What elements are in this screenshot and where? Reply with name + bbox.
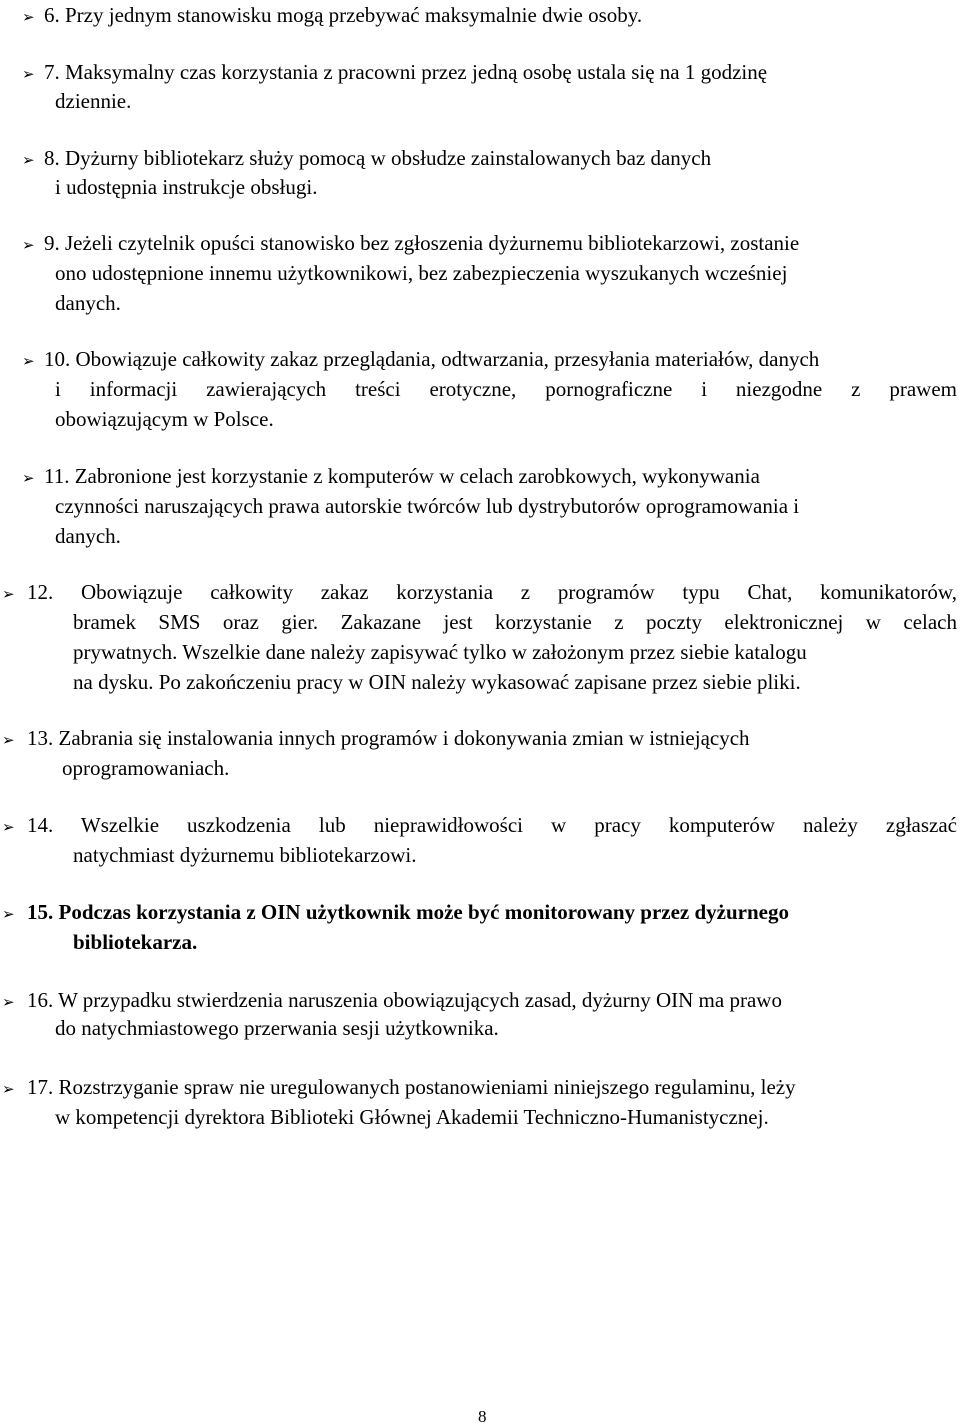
arrow-bullet-icon: ➢ (2, 905, 15, 923)
rule-line: natychmiast dyżurnemu bibliotekarzowi. (73, 843, 417, 867)
rule-line: danych. (55, 524, 121, 548)
arrow-bullet-icon: ➢ (2, 993, 15, 1011)
rule-line: bramek SMS oraz gier. Zakazane jest korzystanie z poczty elektronicznej w celach (73, 610, 957, 634)
rule-line: 13. Zabrania się instalowania innych programów i dokonywania zmian w istniejących (27, 726, 750, 750)
rule-line: w kompetencji dyrektora Biblioteki Głównej Akademii Techniczno-Humanistycznej. (55, 1105, 769, 1129)
arrow-bullet-icon: ➢ (22, 352, 35, 370)
rule-line: 17. Rozstrzyganie spraw nie uregulowanych postanowieniami niniejszego regulaminu, leży (27, 1075, 796, 1099)
arrow-bullet-icon: ➢ (22, 8, 35, 26)
rule-line: ono udostępnione innemu użytkownikowi, bez zabezpieczenia wyszukanych wcześniej (55, 261, 788, 285)
rule-line: 8. Dyżurny bibliotekarz służy pomocą w obsłudze zainstalowanych baz danych (44, 146, 712, 170)
rule-line: bibliotekarza. (73, 930, 198, 954)
rule-line: czynności naruszających prawa autorskie twórców lub dystrybutorów oprogramowania i (55, 494, 800, 518)
rule-line: prywatnych. Wszelkie dane należy zapisywać tylko w założonym przez siebie katalogu (73, 640, 807, 664)
rule-line: i informacji zawierających treści erotyczne, pornograficzne i niezgodne z prawem (55, 377, 957, 401)
rule-line: 7. Maksymalny czas korzystania z pracowni przez jedną osobę ustala się na 1 godzinę (44, 60, 768, 84)
rule-line: danych. (55, 291, 121, 315)
arrow-bullet-icon: ➢ (2, 1080, 15, 1098)
rule-line: 11. Zabronione jest korzystanie z komputerów w celach zarobkowych, wykonywania (44, 464, 760, 488)
rule-line: i udostępnia instrukcje obsługi. (55, 175, 318, 199)
rule-line: 9. Jeżeli czytelnik opuści stanowisko bez zgłoszenia dyżurnemu bibliotekarzowi, zostanie (44, 231, 800, 255)
rule-line: 6. Przy jednym stanowisku mogą przebywać maksymalnie dwie osoby. (44, 3, 643, 27)
arrow-bullet-icon: ➢ (22, 469, 35, 487)
rule-line: obowiązującym w Polsce. (55, 407, 274, 431)
page-number: 8 (478, 1407, 487, 1426)
rule-line: na dysku. Po zakończeniu pracy w OIN należy wykasować zapisane przez siebie pliki. (73, 670, 801, 694)
rule-line: 10. Obowiązuje całkowity zakaz przeglądania, odtwarzania, przesyłania materiałów, danych (44, 347, 820, 371)
rule-line: 15. Podczas korzystania z OIN użytkownik może być monitorowany przez dyżurnego (27, 900, 789, 924)
arrow-bullet-icon: ➢ (2, 818, 15, 836)
rule-line: dziennie. (55, 89, 132, 113)
rule-line: do natychmiastowego przerwania sesji użytkownika. (55, 1016, 499, 1040)
arrow-bullet-icon: ➢ (2, 585, 15, 603)
rule-line: 16. W przypadku stwierdzenia naruszenia obowiązujących zasad, dyżurny OIN ma prawo (27, 988, 782, 1012)
arrow-bullet-icon: ➢ (22, 65, 35, 83)
arrow-bullet-icon: ➢ (22, 236, 35, 254)
rule-line: 14. Wszelkie uszkodzenia lub nieprawidłowości w pracy komputerów należy zgłaszać (27, 813, 957, 837)
rule-line: 12. Obowiązuje całkowity zakaz korzystania z programów typu Chat, komunikatorów, (27, 580, 957, 604)
arrow-bullet-icon: ➢ (2, 731, 15, 749)
rule-line: oprogramowaniach. (62, 756, 230, 780)
arrow-bullet-icon: ➢ (22, 151, 35, 169)
